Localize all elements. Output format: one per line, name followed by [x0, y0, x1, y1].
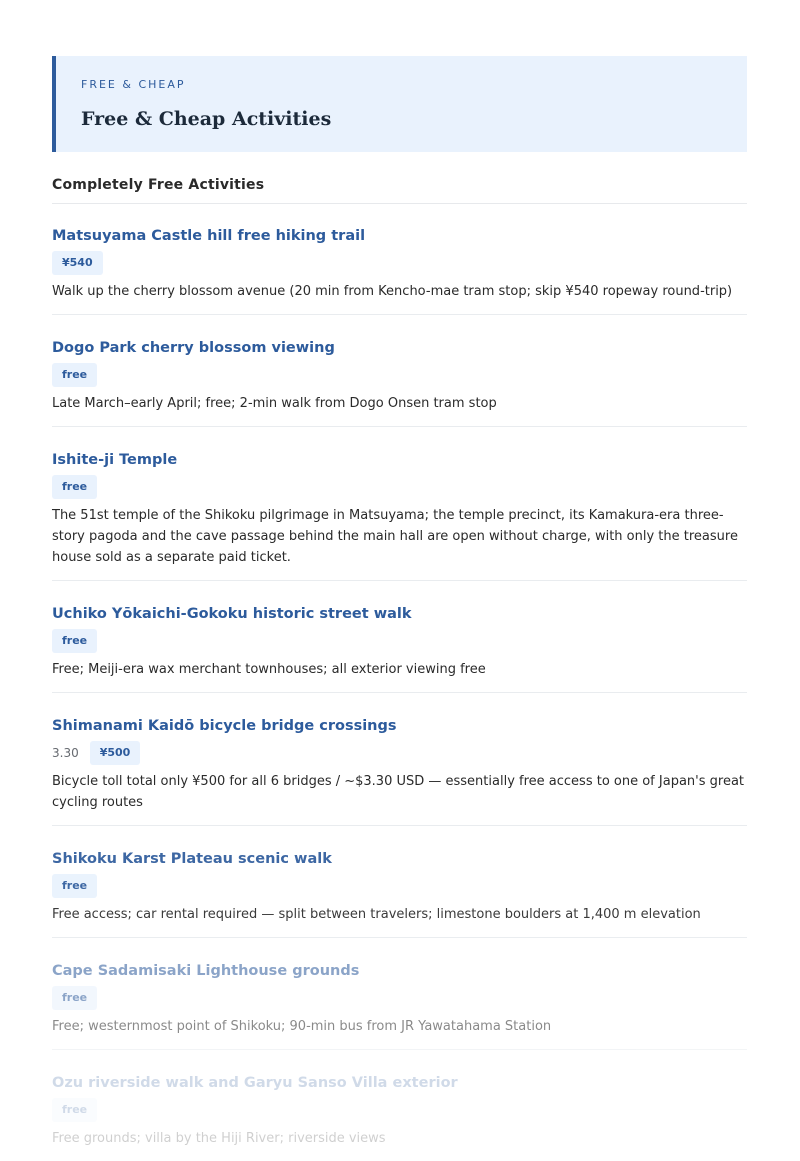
activity-item — [52, 1050, 747, 1161]
activity-item — [52, 826, 747, 938]
price-badge: free — [52, 629, 97, 653]
activity-meta — [52, 363, 747, 387]
activity-title: Shikoku Karst Plateau scenic walk — [52, 851, 332, 867]
activity-description: Free; Meiji-era wax merchant townhouses; all exterior viewing free — [52, 662, 486, 677]
activity-description: Free; westernmost point of Shikoku; 90-min bus from JR Yawatahama Station — [52, 1019, 552, 1034]
activity-meta — [52, 475, 747, 499]
activity-list — [52, 204, 747, 1161]
price-badge: free — [52, 475, 97, 499]
activity-item — [52, 581, 747, 693]
activity-meta — [52, 986, 747, 1010]
activity-item — [52, 427, 747, 581]
price-note: 3.30 — [52, 746, 79, 760]
activity-item — [52, 938, 747, 1050]
activity-description: Late March–early April; free; 2-min walk from Dogo Onsen tram stop — [52, 396, 497, 411]
activity-title: Ishite-ji Temple — [52, 452, 178, 468]
activity-description: Walk up the cherry blossom avenue (20 min from Kencho-mae tram stop; skip ¥540 ropeway round-trip) — [52, 284, 733, 299]
activity-item — [52, 693, 747, 826]
activity-title: Cape Sadamisaki Lighthouse grounds — [52, 963, 360, 979]
section-heading: Completely Free Activities — [52, 176, 747, 204]
price-badge: free — [52, 874, 97, 898]
activity-title: Matsuyama Castle hill free hiking trail — [52, 228, 366, 244]
price-badge: free — [52, 363, 97, 387]
activity-description: The 51st temple of the Shikoku pilgrimage in Matsuyama; the temple precinct, its Kamakura-era three-story pagoda and the cave passage behind the main hall are open without charge, with only the treasure house sold as a separate paid ticket. — [52, 508, 738, 565]
header-eyebrow: FREE & CHEAP — [81, 78, 186, 91]
page — [52, 56, 747, 1161]
activity-description: Bicycle toll total only ¥500 for all 6 bridges / ~$3.30 USD — essentially free access to one of Japan's great cycling routes — [52, 774, 745, 810]
price-badge: ¥540 — [52, 251, 103, 275]
price-badge: free — [52, 1098, 97, 1122]
activity-item — [52, 315, 747, 427]
activity-meta — [52, 874, 747, 898]
activity-meta — [52, 741, 747, 765]
activity-title: Dogo Park cherry blossom viewing — [52, 340, 335, 356]
activity-description: Free access; car rental required — split between travelers; limestone boulders at 1,400 m elevation — [52, 907, 701, 922]
price-badge: free — [52, 986, 97, 1010]
price-badge: ¥500 — [90, 741, 141, 765]
activity-title: Ozu riverside walk and Garyu Sanso Villa exterior — [52, 1075, 458, 1091]
activity-description: Free grounds; villa by the Hiji River; riverside views — [52, 1131, 386, 1146]
header-callout — [52, 56, 747, 152]
activity-meta — [52, 251, 747, 275]
page-title: Free & Cheap Activities — [81, 108, 332, 130]
activity-meta — [52, 629, 747, 653]
activity-title: Uchiko Yōkaichi-Gokoku historic street walk — [52, 606, 412, 622]
activity-title: Shimanami Kaidō bicycle bridge crossings — [52, 718, 397, 734]
activity-item — [52, 204, 747, 315]
activity-meta — [52, 1098, 747, 1122]
